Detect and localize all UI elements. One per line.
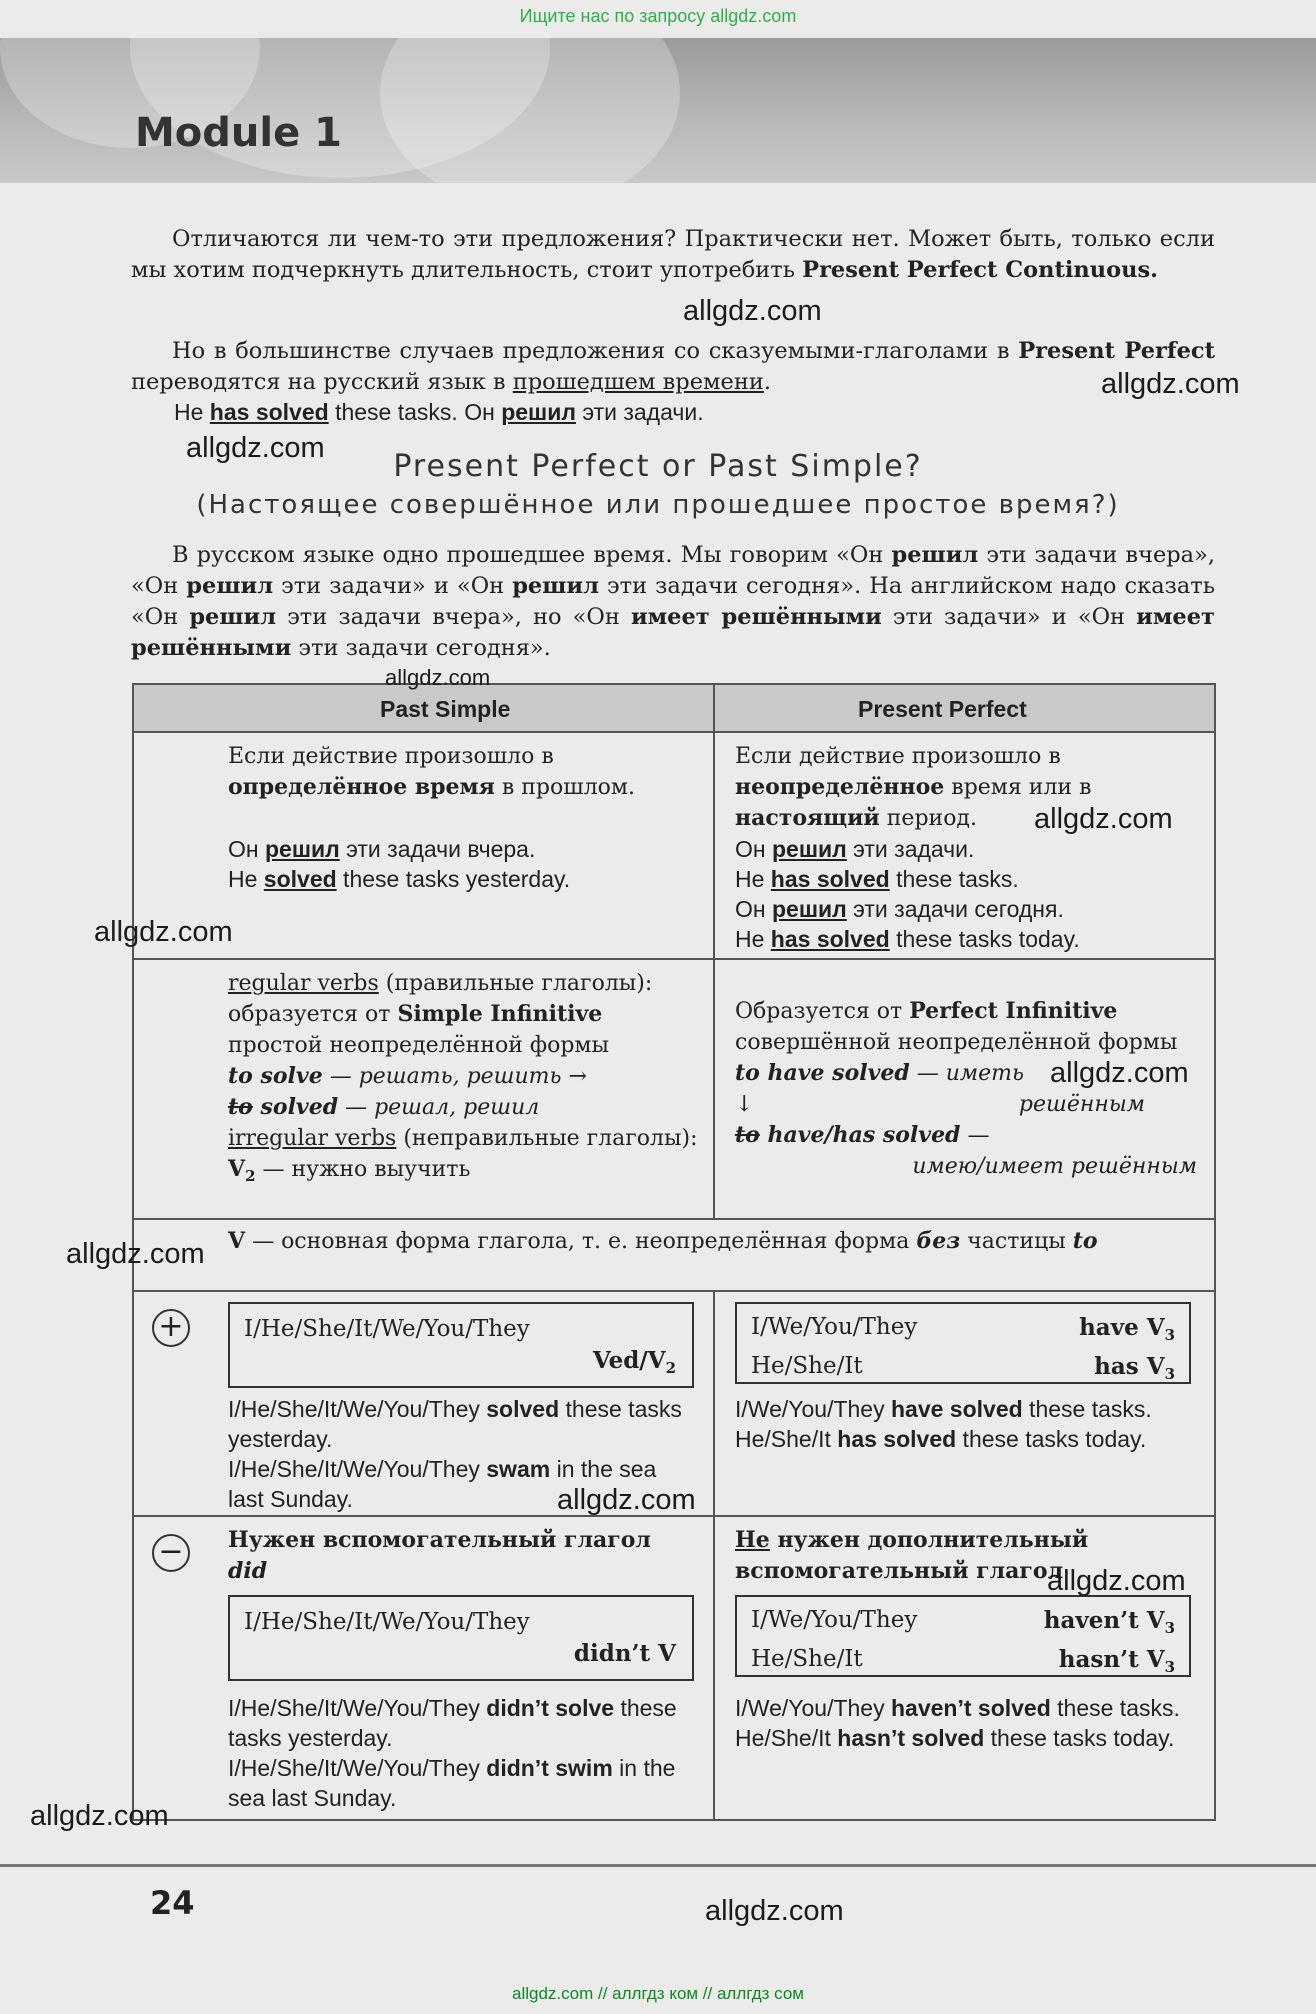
minus-icon: − — [152, 1534, 190, 1572]
negative-formula-past: I/He/She/It/We/You/They didn’t V — [228, 1595, 694, 1681]
r2-right-formation: Образуется от Perfect Infinitive совершённой неопределённой формы to have solved — иметь ↓ решённым to have/has solved — имею/имеет решённым — [735, 998, 1197, 1179]
section-subtitle: (Настоящее совершённое или прошедшее простое время?) — [196, 490, 1120, 520]
watermark: allgdz.com — [94, 916, 233, 948]
table-divider — [713, 1290, 715, 1821]
negative-formula-present: I/We/You/They haven’t $V_3$ He/She/It hasn’t $V_3$ — [735, 1595, 1191, 1677]
watermark: allgdz.com — [705, 1895, 844, 1927]
r1-right-examples: Он решил эти задачи. He has solved these tasks. Он решил эти задачи сегодня. He has solved these tasks today. — [735, 836, 1080, 952]
r4-left-examples: I/He/She/It/We/You/They solved these tasks yesterday. I/He/She/It/We/You/They swam in the sea last Sunday. — [228, 1396, 682, 1512]
row-rule — [132, 731, 1216, 733]
module-title: Module 1 — [135, 110, 342, 156]
section-paragraph: В русском языке одно прошедшее время. Мы говорим «Он решил эти задачи вчера», «Он решил эти задачи» и «Он решил эти задачи сегодня». На английском надо сказать «Он решил эти задачи вчера», но «Он имеет решёнными эти задачи» и «Он имеет решёнными эти задачи сегодня». — [131, 542, 1215, 661]
page-number: 24 — [150, 1884, 195, 1922]
row-rule — [132, 1218, 1216, 1220]
watermark: allgdz.com — [557, 1484, 696, 1516]
footer-rule — [0, 1864, 1316, 1867]
section-title: Present Perfect or Past Simple? — [393, 449, 923, 484]
r5-left-rule: Нужен вспомогательный глагол did — [228, 1527, 651, 1584]
affirmative-formula-past: I/He/She/It/We/You/They Ved/$V_2$ — [228, 1302, 694, 1388]
watermark: allgdz.com — [186, 432, 325, 464]
r1-right-rule: Если действие произошло в неопределённое время или в настоящий период. — [735, 744, 1092, 831]
row-rule — [132, 1290, 1216, 1292]
row-rule — [132, 958, 1216, 960]
watermark: allgdz.com — [1101, 368, 1240, 400]
watermark: allgdz.com — [1034, 803, 1173, 835]
r5-right-rule: Не нужен дополнительный вспомогательный глагол — [735, 1527, 1089, 1584]
watermark: allgdz.com — [385, 665, 491, 690]
r1-left-examples: Он решил эти задачи вчера. He solved these tasks yesterday. — [228, 836, 571, 892]
column-header-past-simple: Past Simple — [380, 696, 511, 722]
intro-paragraph-1: Отличаются ли чем-то эти предложения? Практически нет. Может быть, только если мы хотим подчеркнуть длительность, стоит употребить Present Perfect Continuous. — [131, 226, 1215, 283]
column-header-present-perfect: Present Perfect — [858, 696, 1027, 722]
r1-left-rule: Если действие произошло в определённое время в прошлом. — [228, 744, 636, 800]
intro-paragraph-2: Но в большинстве случаев предложения со сказуемыми-глаголами в Present Perfect переводятся на русский язык в прошедшем времени. — [131, 338, 1216, 395]
top-watermark: Ищите нас по запросу allgdz.com — [519, 6, 797, 26]
r4-right-examples: I/We/You/They have solved these tasks. He/She/It has solved these tasks today. — [735, 1396, 1152, 1452]
r5-left-examples: I/He/She/It/We/You/They didn’t solve these tasks yesterday. I/He/She/It/We/You/They didn’t swim in the sea last Sunday. — [228, 1695, 677, 1811]
intro-example: He has solved these tasks. Он решил эти задачи. — [174, 399, 704, 425]
r3-note: V — основная форма глагола, т. е. неопределённая форма без частицы to — [228, 1228, 1098, 1254]
affirmative-formula-present: I/We/You/They have $V_3$ He/She/It has $V_3$ — [735, 1302, 1191, 1384]
watermark: allgdz.com — [66, 1238, 205, 1270]
bottom-watermark: allgdz.com // аллгдз ком // аллгдз сом — [512, 1984, 804, 2003]
watermark: allgdz.com — [30, 1800, 169, 1832]
table-divider — [713, 683, 715, 1218]
plus-icon: + — [152, 1309, 190, 1347]
r2-left-formation: regular verbs (правильные глаголы): образуется от Simple Infinitive простой неопределённой формы to solve — решать, решить → to solved — решал, решил irregular verbs (неправильные глаголы): $V_2$ — нужно выучить — [228, 971, 698, 1185]
watermark: allgdz.com — [1050, 1057, 1189, 1089]
r5-right-examples: I/We/You/They haven’t solved these tasks. He/She/It hasn’t solved these tasks today. — [735, 1695, 1180, 1751]
watermark: allgdz.com — [683, 295, 822, 327]
watermark: allgdz.com — [1047, 1565, 1186, 1597]
